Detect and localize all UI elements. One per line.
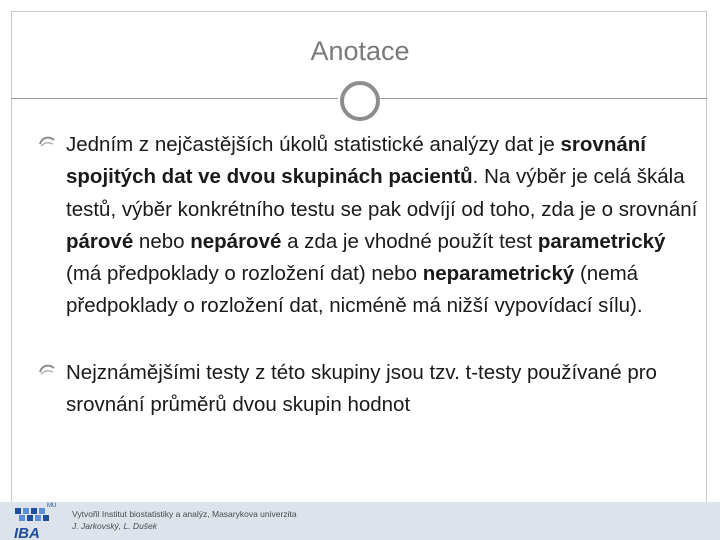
footer-authors: J. Jarkovský, L. Dušek (72, 521, 158, 531)
title-divider-circle (340, 81, 380, 121)
emphasis-text: nepárové (190, 229, 282, 253)
body-text-segment: . Na výběr je celá škála testů, výběr konkrétního testu se pak odvíjí od toho, zda je o srovnání (66, 165, 698, 221)
emphasis-text: párové (66, 229, 134, 253)
body-text-segment: Nejznámějšími testy z této skupiny jsou tzv. t-testy používané pro srovnání průměrů dvou skupin hodnot (66, 360, 657, 417)
bullet-gap (38, 323, 702, 357)
title-divider-right (380, 98, 707, 99)
iba-logo (12, 498, 56, 540)
body-text-segment: Jedním z nejčastějších úkolů statistické analýzy dat je (66, 133, 561, 156)
emphasis-text: srovnání spojitých dat ve dvou skupinách pacientů (66, 133, 646, 189)
emphasis-text: neparametrický (422, 262, 575, 286)
title-divider-left (11, 98, 338, 99)
bullet-text-1 (66, 129, 702, 323)
slide-title: Anotace (310, 36, 410, 66)
body-text-segment: (nemá předpoklady o rozložení dat, nicméně má nižší vypovídací sílu). (66, 262, 643, 318)
swirl-bullet-icon (38, 362, 56, 376)
logo-small-text: MU (47, 503, 56, 509)
slide-body (38, 129, 702, 421)
footer-institute: Vytvořil Institut biostatistiky a analýz, Masarykova univerzita (72, 509, 297, 519)
swirl-bullet-icon (38, 134, 56, 148)
body-text-segment: nebo (133, 229, 191, 253)
body-text-segment: a zda je vhodné použít test (281, 229, 538, 253)
emphasis-text: parametrický (537, 229, 666, 253)
logo-text: IBA (14, 525, 40, 540)
bullet-item-2 (38, 357, 702, 422)
bullet-item-1 (38, 129, 702, 323)
body-text-segment: (má předpoklady o rozložení dat) nebo (66, 262, 423, 286)
bullet-text-2 (66, 357, 702, 422)
